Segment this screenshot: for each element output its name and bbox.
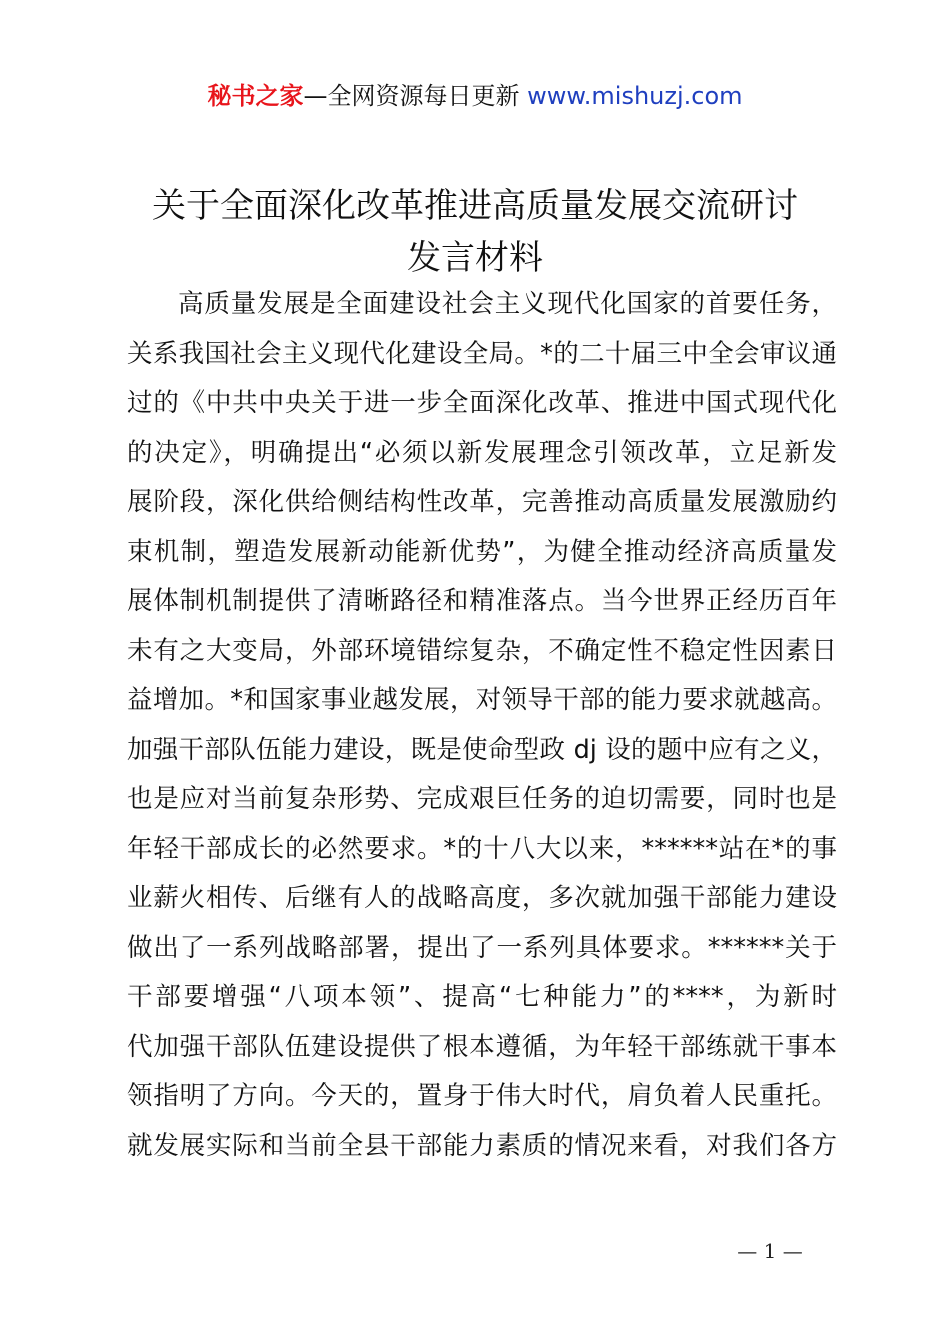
body-line: 也是应对当前复杂形势、完成艰巨任务的迫切需要，同时也是 (127, 784, 837, 814)
site-slogan: —全网资源每日更新 (303, 82, 528, 110)
body-line: 过的《中共中央关于进一步全面深化改革、推进中国式现代化 (127, 388, 837, 418)
site-header (0, 76, 950, 116)
page-number: — 1 — (737, 1239, 803, 1263)
body-line: 领指明了方向。今天的，置身于伟大时代，肩负着人民重托。 (127, 1081, 837, 1111)
body-line: 做出了一系列战略部署，提出了一系列具体要求。******关于 (127, 932, 837, 963)
body-line: 益增加。*和国家事业越发展，对领导干部的能力要求就越高。 (127, 685, 837, 715)
body-line: 干部要增强“八项本领”、提高“七种能力”的****，为新时 (127, 982, 837, 1012)
body-line: 的决定》，明确提出“必须以新发展理念引领改革，立足新发 (127, 437, 837, 468)
body-line: 高质量发展是全面建设社会主义现代化国家的首要任务， (178, 289, 837, 319)
body-line: 代加强干部队伍建设提供了根本遵循，为年轻干部练就干事本 (127, 1031, 837, 1062)
body-line: 束机制，塑造发展新动能新优势”，为健全推动经济高质量发 (127, 536, 837, 567)
document-title-line: 发言材料 (407, 238, 543, 278)
body-line: 业薪火相传、后继有人的战略高度，多次就加强干部能力建设 (127, 883, 837, 913)
document-title-line: 关于全面深化改革推进高质量发展交流研讨 (152, 186, 798, 226)
document-body (127, 280, 837, 1171)
body-line: 展阶段，深化供给侧结构性改革，完善推动高质量发展激励约 (127, 487, 837, 517)
site-url-link[interactable]: www.mishuzj.com (527, 82, 743, 110)
body-line: 就发展实际和当前全县干部能力素质的情况来看，对我们各方 (127, 1130, 837, 1161)
body-line: 年轻干部成长的必然要求。*的十八大以来，******站在*的事 (127, 833, 837, 864)
document-title (100, 180, 850, 284)
site-brand: 秘书之家 (207, 82, 304, 110)
body-line: 未有之大变局，外部环境错综复杂，不确定性不稳定性因素日 (127, 635, 837, 666)
body-line: 展体制机制提供了清晰路径和精准落点。当今世界正经历百年 (127, 586, 837, 616)
body-line: 加强干部队伍能力建设，既是使命型政 dj 设的题中应有之义， (127, 734, 837, 765)
body-line: 关系我国社会主义现代化建设全局。*的二十届三中全会审议通 (127, 338, 837, 369)
